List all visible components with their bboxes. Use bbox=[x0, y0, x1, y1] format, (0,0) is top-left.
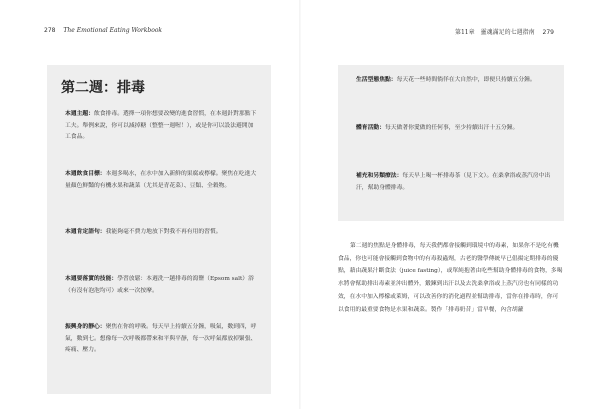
box-title: 第二週：排毒 bbox=[61, 80, 145, 96]
supplements-therapies bbox=[356, 171, 552, 194]
chapter-title: 第11章 靈魂滿足的七週指南 bbox=[454, 29, 535, 36]
left-page-number: 278 bbox=[44, 27, 56, 34]
item-text: 學習放鬆：本週洗一趟排毒的瀉鹽（Epsom salt）浴（有沒有泡泡均可）或來一次按摩。 bbox=[65, 276, 254, 294]
item-label: 體育活動： bbox=[356, 125, 385, 131]
item-label: 本週主題： bbox=[65, 111, 94, 117]
book-title: The Emotional Eating Workbook bbox=[63, 27, 163, 34]
item-label: 補充和另類療法： bbox=[356, 173, 403, 179]
item-text: 聚焦在你的呼吸。每天早上持續五分鐘，吸氣，數到四，呼氣，數到七。想像每一次呼吸都帶來和平與平靜，每一次呼氣都放掉緊張、疼痛、壓力。 bbox=[65, 324, 257, 353]
item-label: 本週要落實的技能： bbox=[65, 276, 118, 282]
item-text: 飲食排毒。選擇一項你想要改變的進食習慣，在本週針對那點下工夫。舉例來說，你可以減掉糖（整整一週喔！），或是你可以設法避開加工食品。 bbox=[65, 111, 257, 140]
lifestyle-box bbox=[338, 65, 564, 221]
item-text: 每天花一些時間徜徉在大自然中，即便只持續五分鐘。 bbox=[396, 77, 536, 83]
item-label: 振興身的靜心： bbox=[65, 324, 106, 330]
weekly-skill bbox=[65, 274, 257, 297]
item-text: 每天早上喝一杯排毒茶（見下文）。在桑拿浴或蒸汽房中出汗，幫助身體排毒。 bbox=[356, 173, 551, 191]
right-running-head bbox=[455, 27, 560, 36]
weekly-diet-goal bbox=[65, 169, 257, 192]
week-two-box bbox=[47, 65, 271, 394]
left-running-head bbox=[38, 27, 162, 34]
item-label: 本週飲食目標： bbox=[65, 171, 106, 177]
body-paragraph: 第二週的焦點是身體排毒，每天我們都會接觸到環境中的毒素，如果你不是吃有機食品，你也可能會接觸到食物中的有毒殺蟲劑，古老的醫學傳統早已倡揚定期排毒的優點，藉由蔬果汁斷食法（juice fasting），或單純抱著由吃些幫助身體排毒的食物，多喝水將會幫助排出毒素並沖出體外，鍛鍊到出汗以及去洗桑拿浴或上蒸汽房也有同樣的功效，在水中加入檸檬或萊姆，可以改善你的消化過程並幫助排毒，當你在排毒時，你可以食用的最重要食物是水果和蔬菜。製作「排毒奶昔」當早餐，內含胡蘿 bbox=[338, 243, 563, 313]
item-label: 本週肯定語句： bbox=[65, 229, 106, 235]
right-page-number: 279 bbox=[542, 29, 554, 36]
meditation bbox=[65, 322, 257, 357]
item-text: 每天做著你愛做的任何事，至少持續出汗十五分鐘。 bbox=[385, 125, 519, 131]
item-text: 我能夠毫不費力地放下對我不再有用的習慣。 bbox=[105, 229, 222, 235]
physical-activity bbox=[356, 123, 552, 135]
right-page bbox=[300, 0, 600, 409]
weekly-affirmation bbox=[65, 227, 257, 239]
item-text: 本週多喝水，在水中加入新鮮的果腐或檸檬。聚焦在吃進大量顏色鮮豔的有機水果和蔬菜（尤其是青花菜）、豆類、全穀物。 bbox=[65, 171, 257, 189]
lifestyle-focus bbox=[356, 75, 552, 87]
weekly-theme bbox=[65, 109, 257, 144]
item-label: 生活型態焦點： bbox=[356, 77, 397, 83]
